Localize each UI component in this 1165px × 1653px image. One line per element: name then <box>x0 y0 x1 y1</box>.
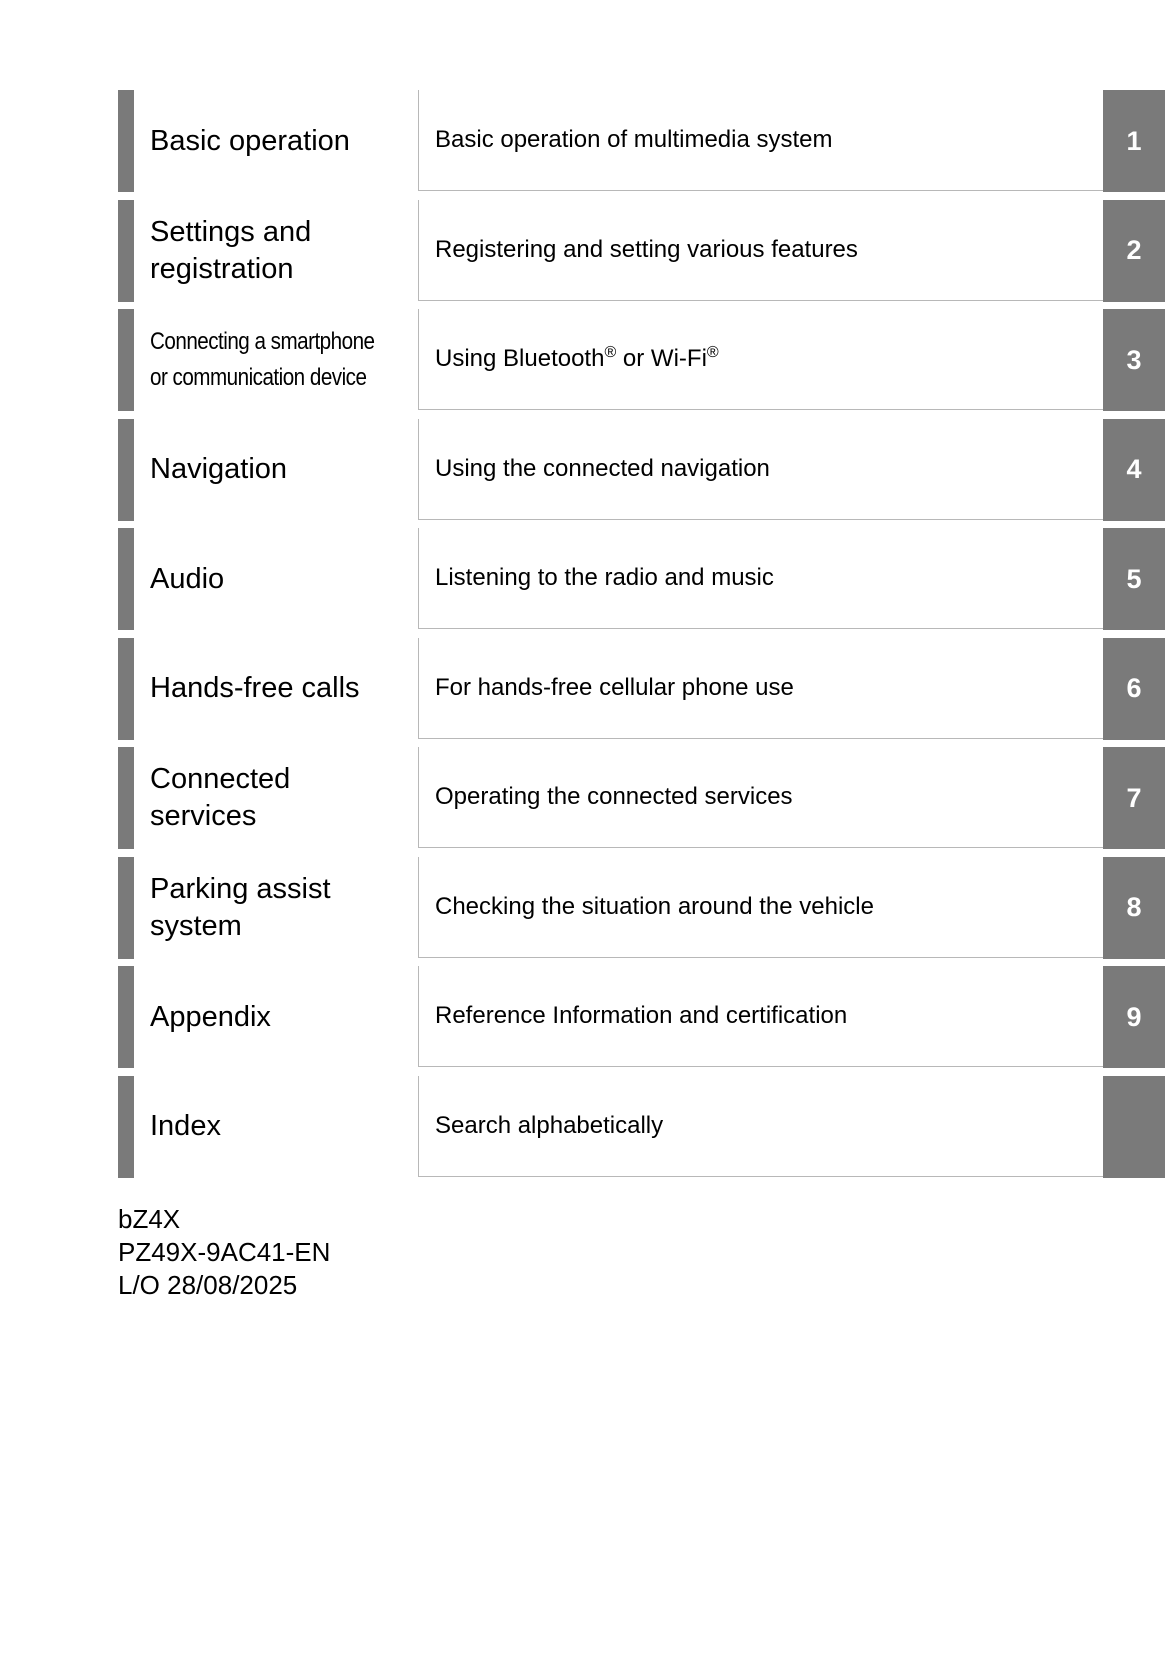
chapter-description: Checking the situation around the vehicle <box>435 892 874 920</box>
chapter-description: Registering and setting various features <box>435 235 858 263</box>
chapter-description: Reference Information and certification <box>435 1002 848 1029</box>
chapter-description-box <box>418 747 1104 848</box>
toc-row-navigation[interactable] <box>118 419 1165 521</box>
document-code: PZ49X-9AC41-EN <box>118 1237 331 1267</box>
toc-row-settings-and-registration[interactable] <box>118 200 1165 302</box>
row-left-bar <box>118 1076 134 1178</box>
chapter-description: Basic operation of multimedia system <box>435 126 833 153</box>
toc-row-index[interactable] <box>118 1076 1165 1178</box>
chapter-tab[interactable]: 6 <box>1103 638 1165 740</box>
layout-date: L/O 28/08/2025 <box>118 1270 298 1300</box>
model-name: bZ4X <box>118 1204 181 1234</box>
chapter-title: Parking assist system <box>150 872 331 942</box>
chapter-description-box <box>418 309 1104 410</box>
row-left-bar <box>118 528 134 630</box>
chapter-title: Basic operation <box>150 124 350 157</box>
chapter-description: Search alphabetically <box>435 1111 664 1139</box>
row-left-bar <box>118 747 134 849</box>
chapter-tab[interactable]: 5 <box>1103 528 1165 630</box>
chapter-description: For hands-free cellular phone use <box>435 673 794 701</box>
chapter-description-box <box>418 419 1104 520</box>
chapter-title: Navigation <box>150 453 288 485</box>
registered-mark: ® <box>706 344 719 361</box>
row-left-bar <box>118 309 134 411</box>
toc-row-appendix[interactable] <box>118 966 1165 1068</box>
row-left-bar <box>118 638 134 740</box>
chapter-title: Settings and registration <box>150 215 312 285</box>
chapter-tab[interactable]: 7 <box>1103 747 1165 849</box>
chapter-description-box <box>418 1076 1104 1177</box>
chapter-title: Hands-free calls <box>150 672 360 704</box>
chapter-description: Using Bluetooth® or Wi-Fi® <box>435 344 719 372</box>
chapter-description: Using the connected navigation <box>435 454 770 482</box>
chapter-description-box <box>418 857 1104 958</box>
chapter-description-box <box>418 966 1104 1067</box>
chapter-tab[interactable] <box>1103 1076 1165 1178</box>
chapter-title: Audio <box>150 562 225 595</box>
toc-row-connecting-smartphone[interactable] <box>118 309 1165 411</box>
chapter-description-box <box>418 638 1104 739</box>
toc-row-audio[interactable] <box>118 528 1165 630</box>
chapter-tab[interactable]: 8 <box>1103 857 1165 959</box>
toc-row-basic-operation[interactable] <box>118 90 1165 192</box>
document-footer <box>118 1203 330 1302</box>
chapter-description: Operating the connected services <box>435 783 793 810</box>
chapter-title: Appendix <box>150 1000 271 1033</box>
row-left-bar <box>118 966 134 1068</box>
chapter-description-box <box>418 528 1104 629</box>
chapter-title: Connected services <box>150 763 291 832</box>
chapter-tab[interactable]: 4 <box>1103 419 1165 521</box>
table-of-contents <box>118 90 1165 1185</box>
chapter-tab[interactable]: 1 <box>1103 90 1165 192</box>
chapter-tab[interactable]: 3 <box>1103 309 1165 411</box>
row-left-bar <box>118 857 134 959</box>
row-left-bar <box>118 90 134 192</box>
chapter-tab[interactable]: 2 <box>1103 200 1165 302</box>
toc-row-hands-free-calls[interactable] <box>118 638 1165 740</box>
toc-row-connected-services[interactable] <box>118 747 1165 849</box>
chapter-title: Index <box>150 1110 221 1142</box>
chapter-description: Listening to the radio and music <box>435 564 774 591</box>
toc-row-parking-assist-system[interactable] <box>118 857 1165 959</box>
row-left-bar <box>118 419 134 521</box>
row-left-bar <box>118 200 134 302</box>
chapter-title: Connecting a smartphone or communication device <box>150 328 375 391</box>
chapter-description-box <box>418 200 1104 301</box>
chapter-tab[interactable]: 9 <box>1103 966 1165 1068</box>
chapter-description-box <box>418 90 1104 191</box>
registered-mark: ® <box>604 344 617 361</box>
